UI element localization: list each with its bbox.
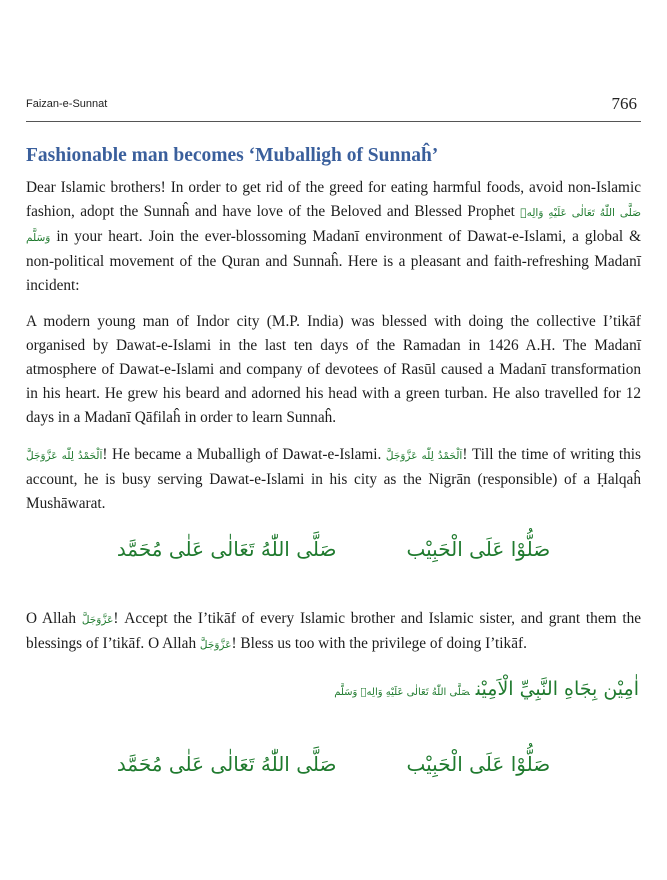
- prayer-text-b: ! Accept the I’tikāf of every Islamic brother and Islamic sister, and grant them the blessings of I’tikāf. O Allah: [26, 610, 642, 652]
- prayer-text-c: ! Bless us too with the privilege of doing I’tikāf.: [231, 635, 527, 652]
- salat-line: [0, 537, 667, 561]
- section-heading: Fashionable man becomes ‘Muballigh of Sunnaĥ’: [26, 145, 439, 166]
- outcome-paragraph: [26, 443, 641, 516]
- intro-text-b: in your heart. Join the ever-blossoming Madanī environment of Dawat-e-Islami, a global & non-political movement of the Quran and Sunnaĥ. Here is a pleasant and faith-refreshing Madanī incident:: [26, 228, 641, 294]
- page-number: 766: [611, 94, 637, 113]
- salat-call: صَلُّوْا عَلَى الْحَبِيْب: [406, 537, 551, 561]
- salat-call: صَلُّوْا عَلَى الْحَبِيْب: [406, 752, 551, 776]
- outcome-text-b: ! Till the time of writing this account, he is busy serving Dawat-e-Islami in his city as the Nigrān (responsible) of a Ḥalqaĥ Mushāwarat.: [26, 446, 641, 512]
- intro-paragraph: [26, 176, 641, 298]
- incident-paragraph: A modern young man of Indor city (M.P. India) was blessed with doing the collective I’tikāf organised by Dawat-e-Islami in the last ten days of the Ramadan in 1426 A.H. The Madanī atmosphere of Dawat-e-Islami and company of devotees of Rasūl caused a Madanī transformation in his heart. He grew his beard and adorned his head with a green turban. He also travelled for 12 days in a Madanī Qāfilaĥ in order to learn Sunnaĥ.: [26, 313, 641, 426]
- prayer-text-a: O Allah: [26, 610, 82, 627]
- arabic-azzawajal: عَزَّوَجَلَّ: [199, 639, 232, 651]
- ameen-main: اٰمِيْن بِجَاهِ النَّبِيِّ الْاَمِيْن: [475, 678, 639, 700]
- intro-text-a: Dear Islamic brothers! In order to get rid of the greed for eating harmful foods, avoid non-Islamic fashion, adopt the Sunnaĥ and have love of the Beloved and Blessed Prophet: [26, 179, 641, 220]
- outcome-text-a: ! He became a Muballigh of Dawat-e-Islami.: [102, 446, 386, 463]
- salat-response: صَلَّى اللّٰهُ تَعَالٰى عَلٰى مُحَمَّد: [116, 537, 337, 561]
- arabic-azzawajal: عَزَّوَجَلَّ: [81, 614, 114, 626]
- running-head-title: Faizan-e-Sunnat: [26, 98, 108, 110]
- ameen-line: [334, 678, 639, 700]
- salat-response: صَلَّى اللّٰهُ تَعَالٰى عَلٰى مُحَمَّد: [116, 752, 337, 776]
- arabic-salutation: صَلَّى اللّٰهُ تَعَالٰى عَلَيْهِ وَالِهٖ وَسَلَّم: [26, 207, 641, 244]
- prayer-paragraph: [26, 607, 641, 657]
- header-rule: [26, 121, 641, 122]
- arabic-alhamdulillah: اَلْحَمْدُ لِلّٰه عَزَّوَجَلَّ: [385, 450, 463, 462]
- salat-line: [0, 752, 667, 776]
- arabic-alhamdulillah: اَلْحَمْدُ لِلّٰه عَزَّوَجَلَّ: [26, 450, 103, 462]
- ameen-salutation: صَلَّى اللّٰهُ تَعَالٰى عَلَيْهِ وَالِهٖ وَسَلَّم: [334, 687, 470, 698]
